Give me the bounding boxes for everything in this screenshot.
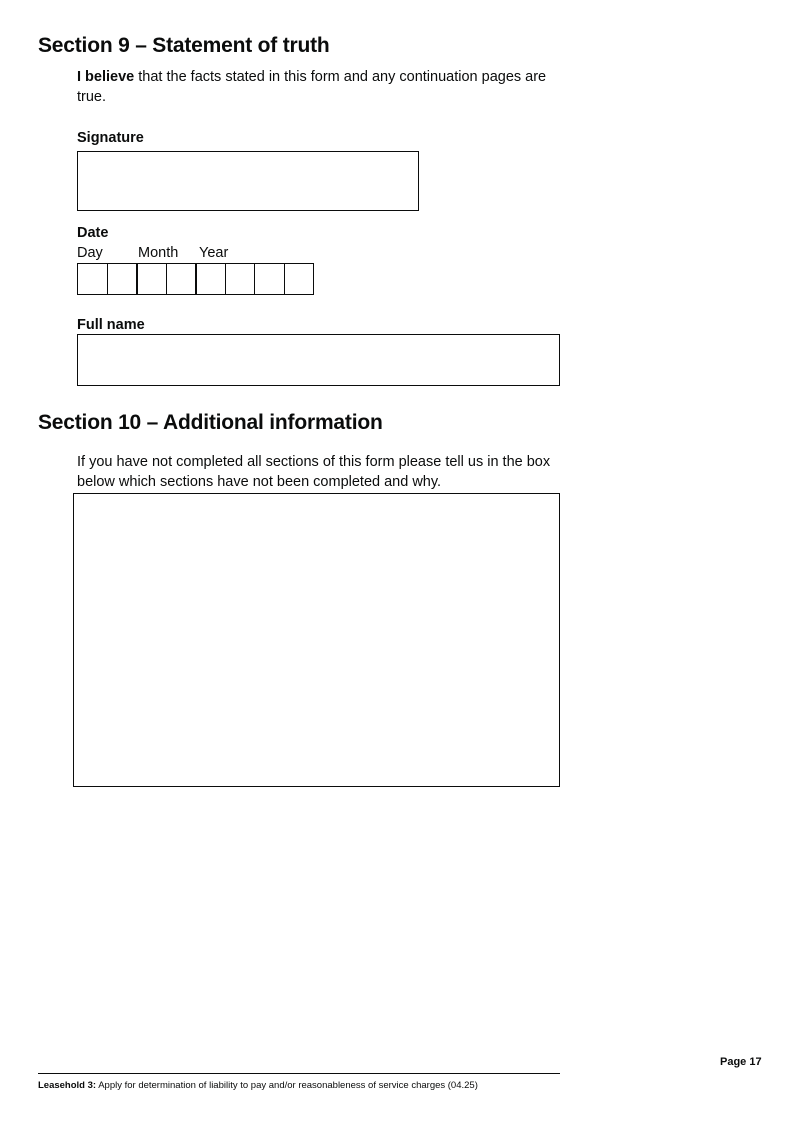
- additional-info-instruction: If you have not completed all sections of this form please tell us in the box below which sections have not been completed and why.: [77, 454, 551, 490]
- footer-form-title: Apply for determination of liability to pay and/or reasonableness of service charges (04.25): [96, 1080, 478, 1091]
- full-name-field[interactable]: [77, 334, 560, 386]
- full-name-label: Full name: [77, 317, 145, 333]
- date-year-digit-3[interactable]: [254, 263, 285, 295]
- additional-info-field[interactable]: [73, 493, 560, 787]
- signature-field[interactable]: [77, 151, 419, 211]
- footer-form-name: [38, 1080, 598, 1091]
- statement-bold: I believe: [77, 69, 135, 85]
- date-day-label: Day: [77, 245, 103, 261]
- date-input-group: [77, 263, 313, 295]
- footer-rule: [38, 1073, 560, 1074]
- date-year-label: Year: [199, 245, 229, 261]
- date-label: Date: [77, 225, 109, 241]
- date-year-digit-4[interactable]: [284, 263, 315, 295]
- signature-label: Signature: [77, 130, 144, 146]
- date-year-digit-2[interactable]: [225, 263, 256, 295]
- date-year-digit-1[interactable]: [195, 263, 226, 295]
- date-month-digit-1[interactable]: [136, 263, 167, 295]
- statement-rest: that the facts stated in this form and any continuation pages are true.: [77, 69, 547, 105]
- section-9-heading: Section 9 – Statement of truth: [38, 34, 330, 57]
- date-month-digit-2[interactable]: [166, 263, 197, 295]
- section-10-heading: Section 10 – Additional information: [38, 411, 383, 434]
- date-day-digit-2[interactable]: [107, 263, 138, 295]
- statement-of-truth-text: [77, 67, 547, 107]
- page-number: Page 17: [720, 1056, 762, 1068]
- date-month-label: Month: [138, 245, 179, 261]
- footer-form-code: Leasehold 3:: [38, 1080, 97, 1091]
- date-day-digit-1[interactable]: [77, 263, 108, 295]
